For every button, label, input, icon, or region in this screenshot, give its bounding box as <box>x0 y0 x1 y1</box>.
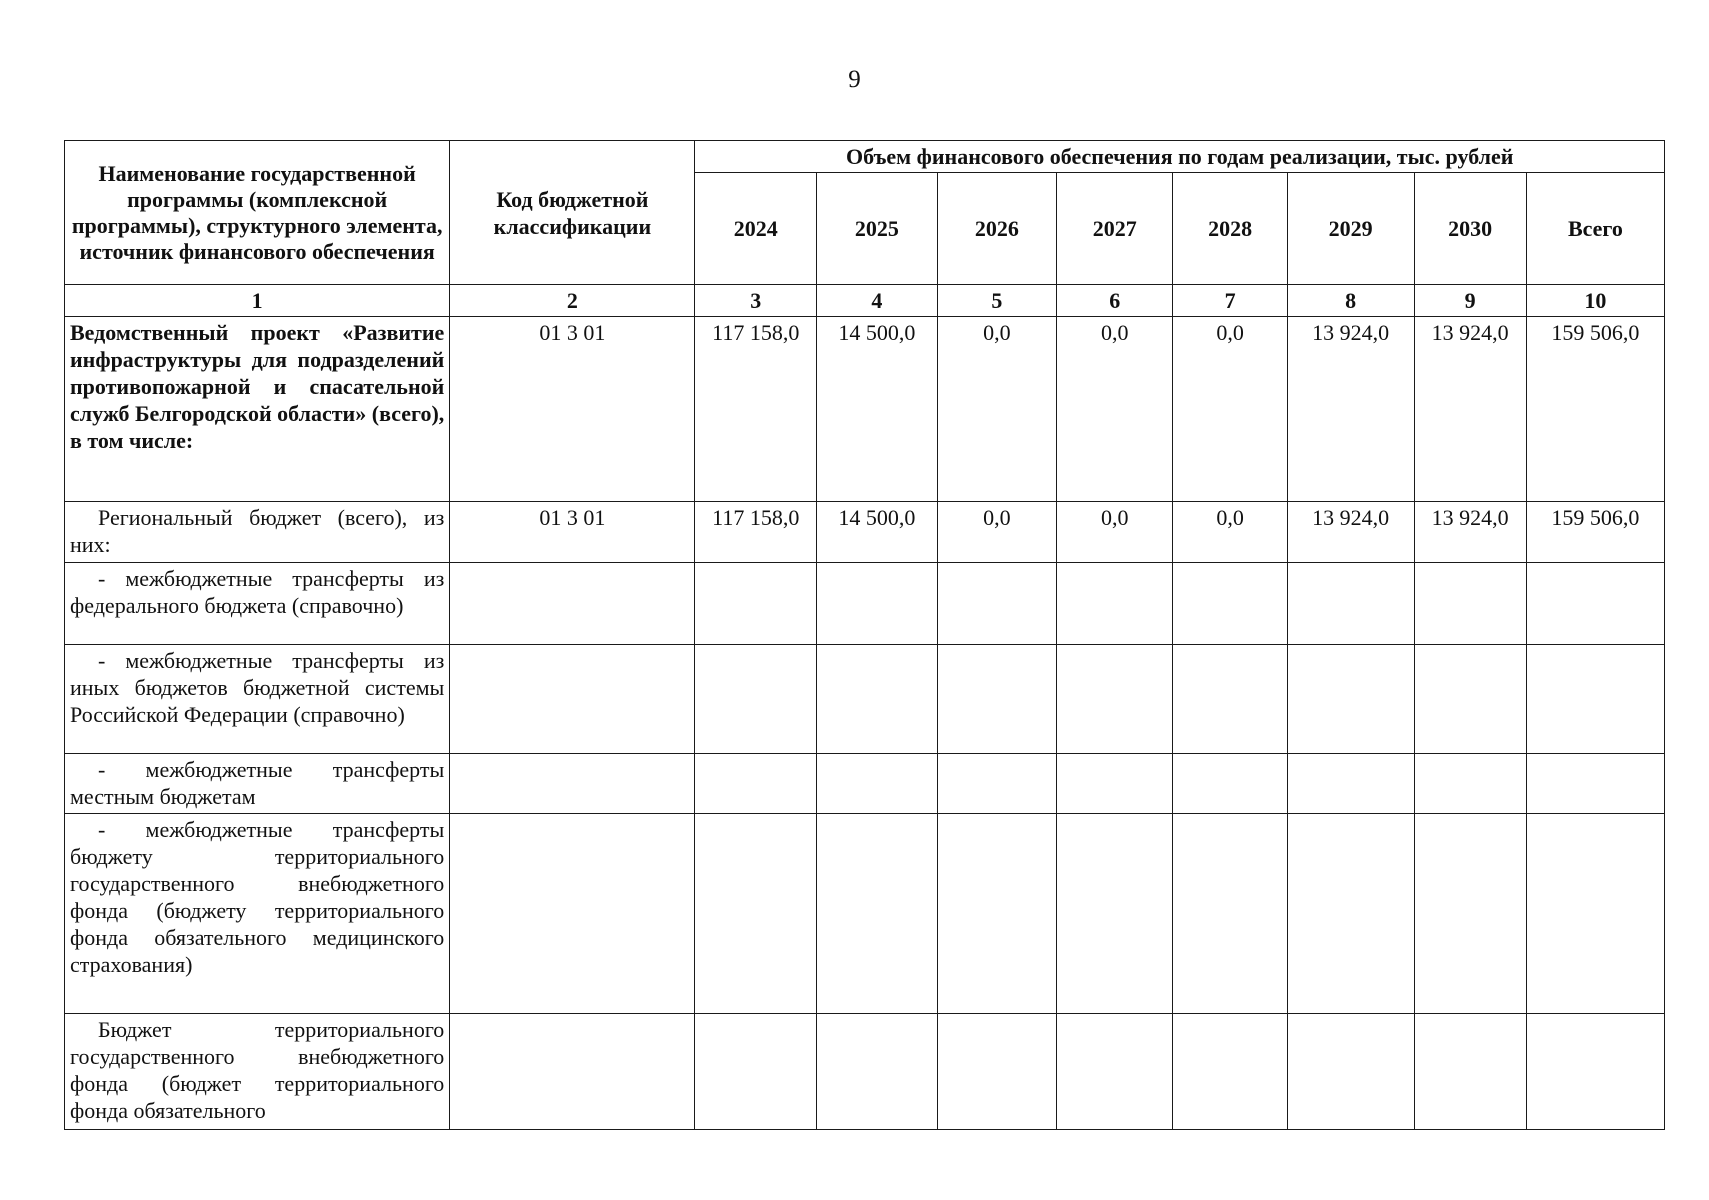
value-cell <box>817 562 938 644</box>
row-name: Бюджет территориального государственного внебюджетного фонда (бюджет территориального фонда обязательного <box>65 1013 450 1129</box>
value-cell <box>937 753 1057 814</box>
value-cell: 159 506,0 <box>1526 317 1664 502</box>
value-cell <box>937 562 1057 644</box>
value-cell <box>1057 753 1173 814</box>
value-cell <box>1173 814 1287 1013</box>
table-row <box>65 753 1665 814</box>
value-cell <box>695 644 817 753</box>
value-cell <box>817 814 938 1013</box>
value-cell <box>937 1013 1057 1129</box>
header-year-2029: 2029 <box>1287 173 1414 285</box>
financing-table <box>64 140 1665 1130</box>
value-cell <box>695 814 817 1013</box>
value-cell: 14 500,0 <box>817 502 938 563</box>
value-cell: 14 500,0 <box>817 317 938 502</box>
column-number: 5 <box>937 285 1057 317</box>
value-cell: 13 924,0 <box>1414 317 1526 502</box>
value-cell <box>1414 814 1526 1013</box>
value-cell: 0,0 <box>1057 317 1173 502</box>
header-year-2026: 2026 <box>937 173 1057 285</box>
value-cell <box>937 814 1057 1013</box>
table-row <box>65 644 1665 753</box>
table-row <box>65 502 1665 563</box>
column-number: 1 <box>65 285 450 317</box>
column-number: 3 <box>695 285 817 317</box>
value-cell <box>1414 1013 1526 1129</box>
row-code <box>450 644 695 753</box>
value-cell: 0,0 <box>937 502 1057 563</box>
value-cell: 0,0 <box>1173 502 1287 563</box>
row-code <box>450 562 695 644</box>
value-cell <box>1173 1013 1287 1129</box>
value-cell <box>1057 644 1173 753</box>
header-year-2028: 2028 <box>1173 173 1287 285</box>
value-cell <box>1057 562 1173 644</box>
row-code <box>450 753 695 814</box>
value-cell <box>1287 814 1414 1013</box>
page-number: 9 <box>848 66 861 93</box>
value-cell: 13 924,0 <box>1287 317 1414 502</box>
row-code <box>450 1013 695 1129</box>
value-cell <box>1287 1013 1414 1129</box>
header-name-column: Наименование государственной программы (комплексной программы), структурного элемента, источник финансового обеспечения <box>65 141 450 285</box>
value-cell <box>1414 644 1526 753</box>
header-year-2027: 2027 <box>1057 173 1173 285</box>
value-cell <box>1414 753 1526 814</box>
value-cell <box>1287 753 1414 814</box>
row-name: Региональный бюджет (всего), из них: <box>65 502 450 563</box>
table-row <box>65 1013 1665 1129</box>
header-year-2024: 2024 <box>695 173 817 285</box>
value-cell <box>1287 562 1414 644</box>
value-cell <box>1526 562 1664 644</box>
value-cell <box>695 1013 817 1129</box>
value-cell <box>1526 753 1664 814</box>
column-number: 2 <box>450 285 695 317</box>
value-cell: 0,0 <box>937 317 1057 502</box>
value-cell <box>1173 753 1287 814</box>
header-year-2030: 2030 <box>1414 173 1526 285</box>
value-cell <box>1287 644 1414 753</box>
value-cell <box>817 644 938 753</box>
value-cell <box>695 753 817 814</box>
header-total: Всего <box>1526 173 1664 285</box>
value-cell <box>1057 814 1173 1013</box>
column-number: 8 <box>1287 285 1414 317</box>
value-cell <box>695 562 817 644</box>
header-volume-group: Объем финансового обеспечения по годам реализации, тыс. рублей <box>695 141 1665 173</box>
value-cell: 117 158,0 <box>695 502 817 563</box>
row-name: - межбюджетные трансферты местным бюджетам <box>65 753 450 814</box>
value-cell <box>1526 1013 1664 1129</box>
row-name: - межбюджетные трансферты из федерального бюджета (справочно) <box>65 562 450 644</box>
row-name: Ведомственный проект «Развитие инфраструктуры для подразделений противопожарной и спасательной служб Белгородской области» (всего), в том числе: <box>65 317 450 502</box>
value-cell: 117 158,0 <box>695 317 817 502</box>
value-cell <box>1414 562 1526 644</box>
row-code <box>450 814 695 1013</box>
header-code-column: Код бюджетной классификации <box>450 141 695 285</box>
column-number: 4 <box>817 285 938 317</box>
row-name: - межбюджетные трансферты бюджету территориального государственного внебюджетного фонда (бюджету территориального фонда обязательного медицинского страхования) <box>65 814 450 1013</box>
value-cell <box>1173 562 1287 644</box>
value-cell <box>1526 814 1664 1013</box>
value-cell <box>1173 644 1287 753</box>
column-number: 9 <box>1414 285 1526 317</box>
value-cell: 13 924,0 <box>1414 502 1526 563</box>
table-row <box>65 562 1665 644</box>
value-cell: 0,0 <box>1173 317 1287 502</box>
value-cell <box>817 1013 938 1129</box>
row-name: - межбюджетные трансферты из иных бюджетов бюджетной системы Российской Федерации (справочно) <box>65 644 450 753</box>
table-row <box>65 814 1665 1013</box>
value-cell <box>937 644 1057 753</box>
value-cell: 0,0 <box>1057 502 1173 563</box>
value-cell: 159 506,0 <box>1526 502 1664 563</box>
column-number: 7 <box>1173 285 1287 317</box>
column-number: 6 <box>1057 285 1173 317</box>
table-row <box>65 317 1665 502</box>
row-code: 01 3 01 <box>450 502 695 563</box>
value-cell: 13 924,0 <box>1287 502 1414 563</box>
value-cell <box>817 753 938 814</box>
row-code: 01 3 01 <box>450 317 695 502</box>
column-number: 10 <box>1526 285 1664 317</box>
value-cell <box>1526 644 1664 753</box>
value-cell <box>1057 1013 1173 1129</box>
header-year-2025: 2025 <box>817 173 938 285</box>
